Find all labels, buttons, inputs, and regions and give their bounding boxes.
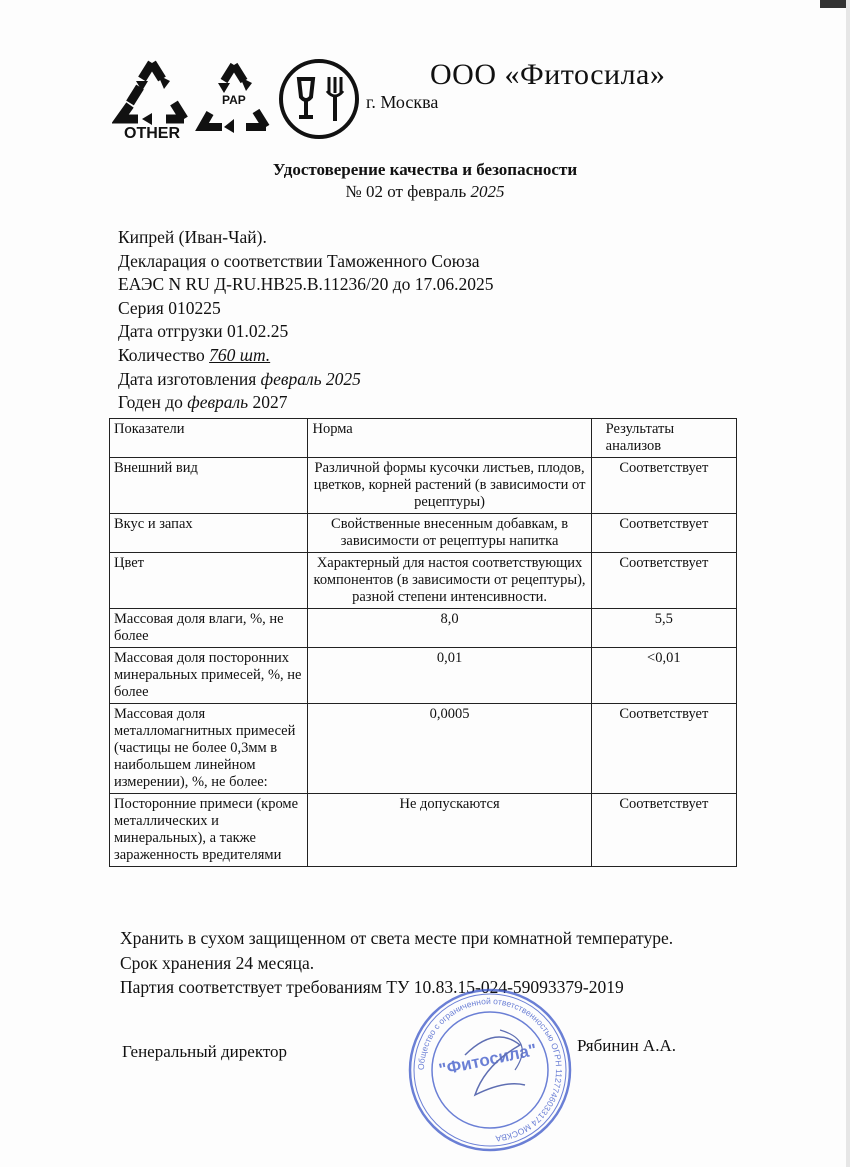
table-cell: Характерный для настоя соответствующих компонентов (в зависимости от рецептуры), разной степени интенсивности. xyxy=(308,553,591,609)
table-cell: Свойственные внесенным добавкам, в зависимости от рецептуры напитка xyxy=(308,514,591,553)
table-cell: Соответствует xyxy=(591,704,736,794)
table-cell: 5,5 xyxy=(591,609,736,648)
table-header-cell: Показатели xyxy=(110,419,308,458)
table-cell: Соответствует xyxy=(591,794,736,867)
quality-table xyxy=(109,418,737,867)
expiry-label: Годен до xyxy=(118,392,188,413)
expiry-month: февраль xyxy=(187,392,249,413)
table-cell: Массовая доля влаги, %, не более xyxy=(110,609,308,648)
table-header-cell: Норма xyxy=(308,419,591,458)
product-info xyxy=(118,226,494,415)
table-cell: Массовая доля посторонних минеральных примесей, %, не более xyxy=(110,648,308,704)
stamp-center-text: "Фитосила" xyxy=(437,1040,539,1080)
declaration-title: Декларация о соответствии Таможенного Союза xyxy=(118,250,480,271)
company-city: г. Москва xyxy=(366,92,439,112)
quantity-label: Количество xyxy=(118,344,210,365)
company-name: ООО «Фитосила» xyxy=(430,58,666,91)
compliance-note: Партия соответствует требованиям ТУ 10.83.15-024-59093379-2019 xyxy=(120,977,624,997)
signer-position: Генеральный директор xyxy=(122,1042,288,1061)
table-cell: 8,0 xyxy=(308,609,591,648)
quantity xyxy=(118,344,494,368)
stamp-ring-text: Общество с ограниченной ответственностью ОГРН 1127746033174 МОСКВА xyxy=(415,995,565,1144)
food-safe-icon xyxy=(277,57,361,141)
storage-note: Хранить в сухом защищенном от света месте при комнатной температуре. xyxy=(120,928,674,948)
manufacture-date xyxy=(118,368,494,392)
manufacture-value: февраль 2025 xyxy=(260,368,361,389)
logo-group xyxy=(112,45,362,150)
table-cell: <0,01 xyxy=(591,648,736,704)
table-cell: Соответствует xyxy=(591,514,736,553)
table-row xyxy=(110,553,737,609)
table-cell: Посторонние примеси (кроме металлических и минеральных), а также зараженность вредителями xyxy=(110,794,308,867)
expiry-date xyxy=(118,391,494,415)
signer-name: Рябинин А.А. xyxy=(577,1036,676,1055)
table-row xyxy=(110,794,737,867)
table-cell: Цвет xyxy=(110,553,308,609)
table-cell: Не допускаются xyxy=(308,794,591,867)
other-label: OTHER xyxy=(124,125,180,142)
manufacture-label: Дата изготовления xyxy=(118,368,261,389)
shipment-date: Дата отгрузки 01.02.25 xyxy=(118,321,289,342)
table-cell: 0,0005 xyxy=(308,704,591,794)
table-row xyxy=(110,609,737,648)
footer-notes xyxy=(120,926,673,1000)
table-row xyxy=(110,704,737,794)
company-stamp xyxy=(405,985,575,1155)
document-title: Удостоверение качества и безопасности xyxy=(272,160,578,179)
number-prefix: № 02 от февраль xyxy=(345,182,471,201)
table-cell: Массовая доля металломагнитных примесей (частицы не более 0,3мм в наибольшем линейном измерении), %, не более: xyxy=(110,704,308,794)
table-cell: 0,01 xyxy=(308,648,591,704)
table-cell: Соответствует xyxy=(591,458,736,514)
product-name: Кипрей (Иван-Чай). xyxy=(118,227,267,247)
table-row xyxy=(110,514,737,553)
expiry-year: 2027 xyxy=(248,392,288,413)
document-number xyxy=(0,182,850,202)
table-cell: Соответствует xyxy=(591,553,736,609)
table-cell: Различной формы кусочки листьев, плодов, цветков, корней растений (в зависимости от рецептуры) xyxy=(308,458,591,514)
quantity-value: 760 шт. xyxy=(209,344,271,365)
table-row xyxy=(110,458,737,514)
declaration-number: ЕАЭС N RU Д-RU.HB25.B.11236/20 до 17.06.2025 xyxy=(118,274,494,295)
table-cell: Вкус и запах xyxy=(110,514,308,553)
shelf-life-note: Срок хранения 24 месяца. xyxy=(120,952,315,973)
pap-label: PAP xyxy=(222,93,246,107)
table-row xyxy=(110,648,737,704)
table-cell: Внешний вид xyxy=(110,458,308,514)
series: Серия 010225 xyxy=(118,297,221,318)
table-header-row xyxy=(110,419,737,458)
number-year: 2025 xyxy=(470,182,505,201)
table-header-cell: Результаты анализов xyxy=(591,419,736,458)
